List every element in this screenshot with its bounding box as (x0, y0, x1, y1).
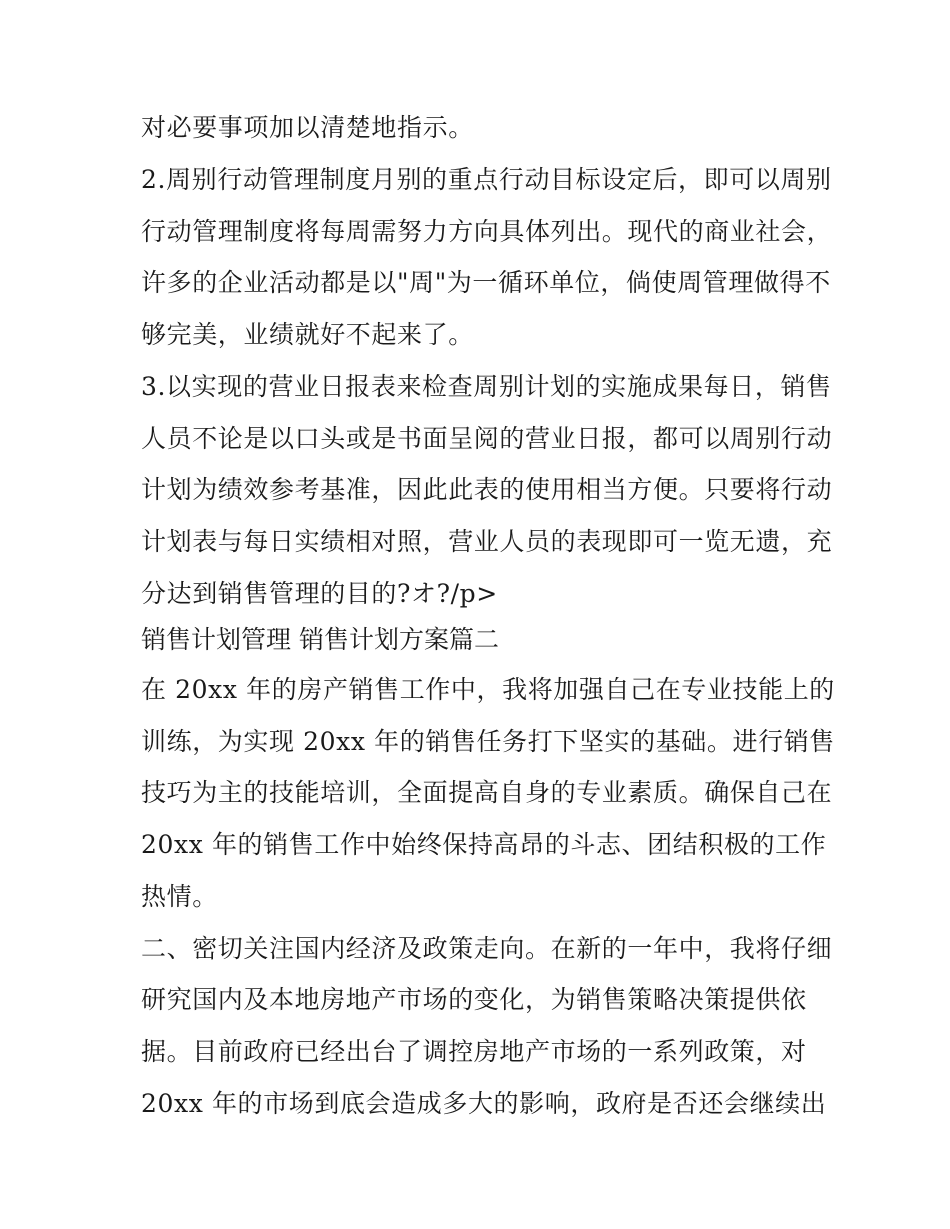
text-line: 热情。 (141, 882, 218, 911)
text-line: 技巧为主的技能培训，全面提高自身的专业素质。确保自己在 (141, 778, 833, 807)
text-line: 2.周别行动管理制度月别的重点行动目标设定后，即可以周别 (141, 165, 832, 194)
text-line: 20xx 年的销售工作中始终保持高昂的斗志、团结积极的工作 (141, 830, 827, 859)
text-line: 20xx 年的市场到底会造成多大的影响，政府是否还会继续出 (141, 1089, 827, 1118)
text-line: 够完美，业绩就好不起来了。 (141, 320, 474, 349)
text-line: 人员不论是以口头或是书面呈阅的营业日报，都可以周别行动 (141, 424, 833, 453)
text-line: 计划为绩效参考基准，因此此表的使用相当方便。只要将行动 (141, 475, 833, 504)
text-line: 据。目前政府已经出台了调控房地产市场的一系列政策，对 (141, 1037, 807, 1066)
text-line: 二、密切关注国内经济及政策走向。在新的一年中，我将仔细 (141, 934, 833, 963)
section-heading: 销售计划管理 销售计划方案篇二 (141, 625, 499, 654)
text-line: 行动管理制度将每周需努力方向具体列出。现代的商业社会， (141, 217, 833, 246)
text-line: 许多的企业活动都是以"周"为一循环单位，倘使周管理做得不 (141, 268, 831, 297)
text-line: 在 20xx 年的房产销售工作中，我将加强自己在专业技能上的 (141, 675, 835, 704)
text-line: 研究国内及本地房地产市场的变化，为销售策略决策提供依 (141, 985, 807, 1014)
text-line: 训练，为实现 20xx 年的销售任务打下坚实的基础。进行销售 (141, 727, 835, 756)
text-line: 对必要事项加以清楚地指示。 (141, 113, 474, 142)
text-line: 3.以实现的营业日报表来检查周别计划的实施成果每日，销售 (141, 372, 832, 401)
text-line: 计划表与每日实绩相对照，营业人员的表现即可一览无遗，充 (141, 527, 833, 556)
text-line: 分达到销售管理的目的?オ?/p> (141, 579, 498, 608)
